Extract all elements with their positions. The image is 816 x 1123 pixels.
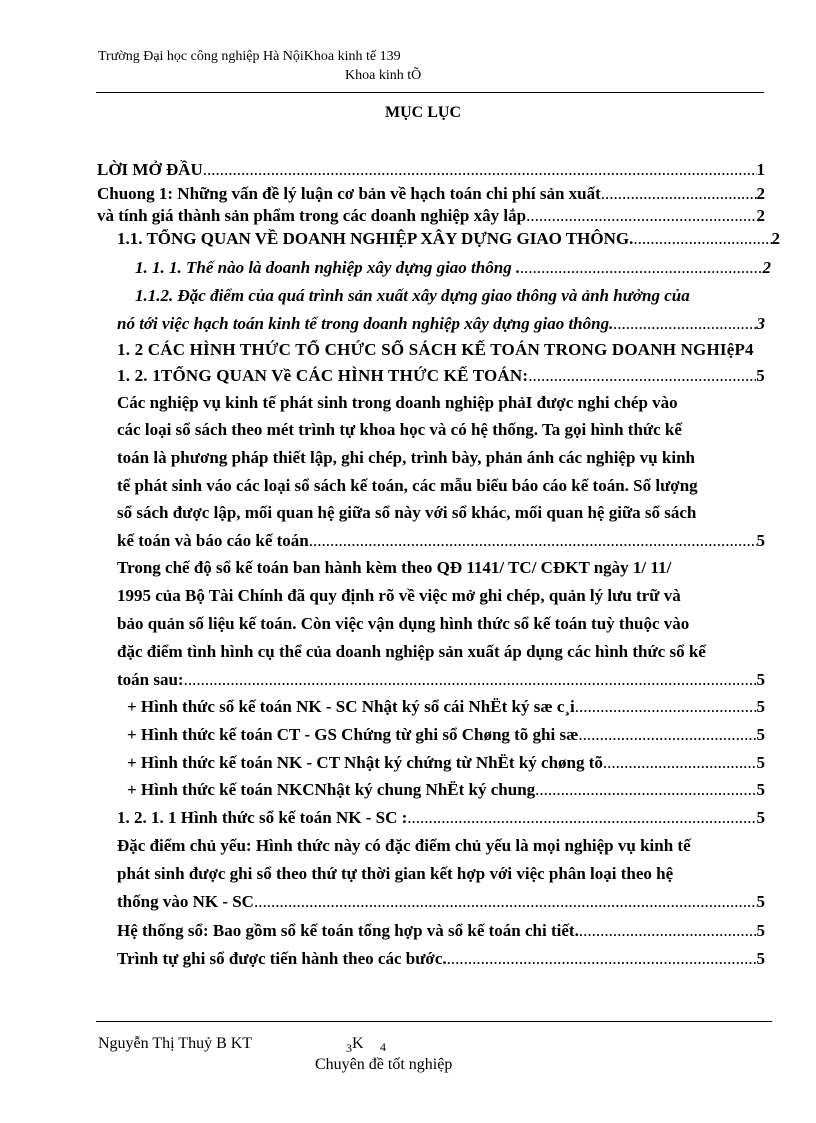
footer-page-number: 4 <box>380 1040 386 1054</box>
footer-class-sub: 3 <box>346 1041 352 1056</box>
toc-page-number: 5 <box>756 921 765 940</box>
toc-entry-nk-sc-detail[interactable] <box>117 892 765 912</box>
toc-text-line: sổ sách được lập, mối quan hệ giữa sổ này với sổ khác, mối quan hệ giữa sổ sách <box>117 503 697 522</box>
toc-entry-he-thong-so[interactable] <box>117 921 765 941</box>
toc-entry-text: kế toán và báo cáo kế toán <box>117 531 309 550</box>
toc-text-line: đặc điểm tình hình cụ thể của doanh nghiệp sản xuất áp dụng các hình thức sổ kế <box>117 642 706 661</box>
toc-entry-text: LỜI MỞ ĐẦU <box>97 160 203 179</box>
toc-entry-text: + Hình thức kế toán NK - CT Nhật ký chứng từ NhËt ký chøng tõ <box>127 753 603 772</box>
toc-entry-loi-mo-dau[interactable] <box>97 160 765 180</box>
toc-entry-1-2[interactable] <box>117 340 781 360</box>
toc-page-number: 5 <box>756 725 765 744</box>
toc-entry-nk-sc[interactable] <box>127 697 765 717</box>
toc-page-number: 5 <box>756 780 765 799</box>
toc-entry-chapter-1[interactable] <box>97 184 765 204</box>
toc-page-number: 3 <box>756 314 765 333</box>
leader-dots <box>578 725 756 745</box>
toc-page-number: 5 <box>756 697 765 716</box>
toc-page-number: 4 <box>745 340 754 359</box>
leader-dots <box>613 314 756 334</box>
toc-entry-1-2-1[interactable] <box>117 366 765 386</box>
leader-dots <box>528 366 756 386</box>
leader-dots <box>184 670 757 690</box>
toc-entry-text: Trình tự ghi sổ được tiến hành theo các bước. <box>117 949 447 968</box>
toc-text-line: Các nghiệp vụ kinh tế phát sinh trong doanh nghiệp phảI được nghi chép vào <box>117 393 678 412</box>
toc-page-number: 5 <box>756 366 765 385</box>
toc-entry-text: Hệ thống sổ: Bao gồm sổ kế toán tổng hợp và sổ kế toán chi tiết. <box>117 921 579 940</box>
toc-entry-1-1-2-cont[interactable] <box>117 314 765 334</box>
toc-text-line: phát sinh được ghi sổ theo thứ tự thời gian kết hợp với việc phân loại theo hệ <box>117 864 674 883</box>
toc-entry-text: + Hình thức sổ kế toán NK - SC Nhật ký sổ cái NhËt ký sæ c¸i <box>127 697 575 716</box>
toc-entry-text: 1. 2. 1TỔNG QUAN Về CÁC HÌNH THỨC KẾ TOÁN: <box>117 366 529 385</box>
toc-entry-chapter-1-cont[interactable] <box>97 206 765 226</box>
footer-class-letter: K <box>352 1035 364 1052</box>
toc-entry-1-1[interactable] <box>117 229 780 249</box>
toc-page-number: 2 <box>762 258 771 277</box>
page-title: MỤC LỤC <box>385 104 461 121</box>
toc-text-line: toán là phương pháp thiết lập, ghi chép, trình bày, phản ánh các nghiệp vụ kinh <box>117 448 695 467</box>
leader-dots <box>520 258 762 278</box>
leader-dots <box>447 949 757 969</box>
toc-page-number: 1 <box>756 160 765 179</box>
toc-entry-ct-gs[interactable] <box>127 725 765 745</box>
toc-page-number: 2 <box>756 184 765 203</box>
leader-dots <box>254 892 757 912</box>
toc-page-number: 5 <box>756 670 765 689</box>
leader-dots <box>309 531 757 551</box>
toc-page-number: 5 <box>756 949 765 968</box>
toc-entry-nkc[interactable] <box>127 780 765 800</box>
leader-dots <box>535 780 756 800</box>
toc-entry-text: thống vào NK - SC <box>117 892 254 911</box>
toc-entry-text: 1. 2. 1. 1 Hình thức sổ kế toán NK - SC : <box>117 808 408 827</box>
toc-text-line: tế phát sinh váo các loại sổ sách kế toán, các mẫu biểu báo cáo kế toán. Số lượng <box>117 476 698 495</box>
toc-page-number: 5 <box>756 531 765 550</box>
toc-page-number: 5 <box>756 808 765 827</box>
leader-dots <box>407 808 756 828</box>
toc-entry-text: + Hình thức kế toán NKCNhật ký chung NhËt ký chung <box>127 780 536 799</box>
toc-entry-nk-ct[interactable] <box>127 753 765 773</box>
header-line-1: Trường Đại học công nghiệp Hà NộiKhoa kinh tế 139 <box>98 49 401 64</box>
toc-entry-1-1-1[interactable] <box>135 258 771 278</box>
toc-entry-text: + Hình thức kế toán CT - GS Chứng từ ghi sổ Chøng tõ ghi sæ <box>127 725 579 744</box>
toc-entry-trinh-tu[interactable] <box>117 949 765 969</box>
toc-entry-toan-sau[interactable] <box>117 670 765 690</box>
leader-dots <box>203 160 757 180</box>
toc-page-number: 2 <box>771 229 780 248</box>
toc-text-line: các loại sổ sách theo mét trình tự khoa học và có hệ thống. Ta gọi hình thức kế <box>117 420 682 439</box>
toc-entry-text: 1.1.2. Đặc điểm của quá trình sản xuất xây dựng giao thông và ảnh hưởng của <box>135 286 690 305</box>
leader-dots <box>633 229 771 249</box>
header-line-2: Khoa kinh tÕ <box>345 68 422 83</box>
leader-dots <box>601 184 757 204</box>
footer-author: Nguyễn Thị Thuỷ B KT <box>98 1035 253 1052</box>
toc-entry-1-1-2[interactable] <box>135 286 775 306</box>
toc-text-line: Trong chế độ sổ kế toán ban hành kèm theo QĐ 1141/ TC/ CĐKT ngày 1/ 11/ <box>117 558 672 577</box>
footer-class <box>346 1035 364 1056</box>
toc-entry-ke-toan[interactable] <box>117 531 765 551</box>
leader-dots <box>579 921 757 941</box>
toc-text-line: bảo quản số liệu kế toán. Còn việc vận dụng hình thức sổ kế toán tuỳ thuộc vào <box>117 614 690 633</box>
toc-entry-text: 1.1. TỔNG QUAN VỀ DOANH NGHIỆP XÂY DỰNG GIAO THÔNG. <box>117 229 634 248</box>
toc-entry-text: nó tới việc hạch toán kinh tế trong doanh nghiệp xây dựng giao thông. <box>117 314 614 333</box>
toc-text-line: 1995 của Bộ Tài Chính đã quy định rõ về việc mở ghi chép, quản lý lưu trữ và <box>117 586 681 605</box>
footer-divider <box>96 1021 772 1022</box>
toc-entry-text: Chuong 1: Những vấn đề lý luận cơ bản về hạch toán chi phí sản xuất <box>97 184 601 203</box>
toc-page-number: 5 <box>756 892 765 911</box>
toc-page-number: 2 <box>756 206 765 225</box>
toc-entry-text: 1. 2 CÁC HÌNH THỨC TỔ CHỨC SỔ SÁCH KẾ TOÁN TRONG DOANH NGHIệP <box>117 340 746 359</box>
toc-entry-text: toán sau: <box>117 670 184 689</box>
toc-page-number: 5 <box>756 753 765 772</box>
header-divider <box>96 92 764 93</box>
toc-entry-text: 1. 1. 1. Thế nào là doanh nghiệp xây dựng giao thông . <box>135 258 521 277</box>
leader-dots <box>575 697 757 717</box>
leader-dots <box>603 753 757 773</box>
footer-subtitle: Chuyên đề tốt nghiệp <box>315 1056 453 1073</box>
toc-entry-1-2-1-1[interactable] <box>117 808 765 828</box>
toc-entry-text: và tính giá thành sản phẩm trong các doanh nghiệp xây lắp <box>97 206 527 225</box>
leader-dots <box>526 206 756 226</box>
toc-text-line: Đặc điểm chủ yếu: Hình thức này có đặc điểm chủ yếu là mọi nghiệp vụ kinh tế <box>117 836 691 855</box>
